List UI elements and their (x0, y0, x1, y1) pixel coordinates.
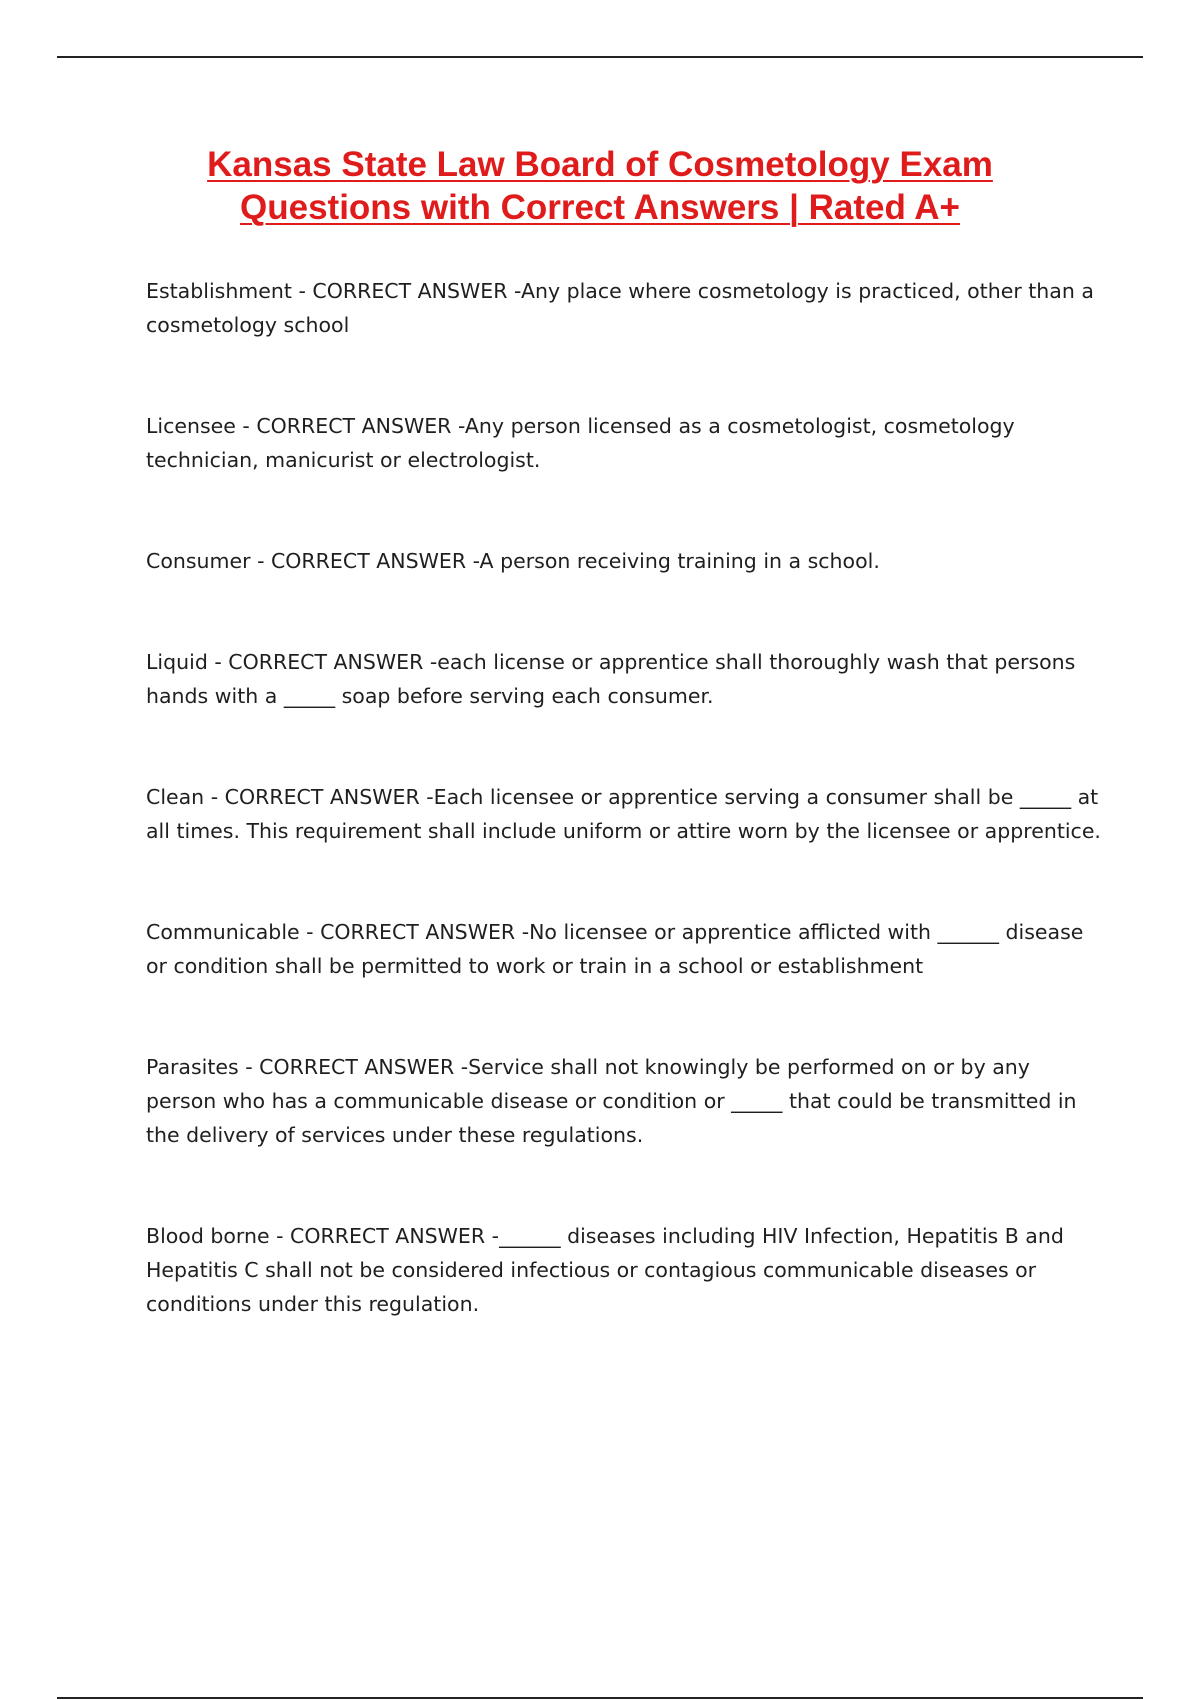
answer: No licensee or apprentice afflicted with ______ disease or condition shall be permitted to work or train in a school or establishment (146, 920, 1084, 978)
bottom-divider (57, 1697, 1143, 1699)
answer-marker: CORRECT ANSWER (270, 549, 467, 573)
qa-item-blood-borne: Blood borne - CORRECT ANSWER -______ diseases including HIV Infection, Hepatitis B and Hepatitis C shall not be considered infectious or contagious communicable diseases or conditions under this regulation. (146, 1224, 1064, 1316)
qa-item-establishment: Establishment - CORRECT ANSWER -Any place where cosmetology is practiced, other than a cosmetology school (146, 279, 1094, 337)
term: Establishment (146, 279, 292, 303)
answer-marker: CORRECT ANSWER (224, 785, 420, 809)
title-line-2: Questions with Correct Answers | Rated A+ (240, 188, 960, 227)
term: Blood borne (146, 1224, 270, 1248)
answer-marker: CORRECT ANSWER (228, 650, 424, 674)
qa-item-communicable: Communicable - CORRECT ANSWER -No licensee or apprentice afflicted with ______ disease or condition shall be permitted to work or train in a school or establishment (146, 920, 1084, 978)
answer-marker: CORRECT ANSWER (256, 414, 452, 438)
answer: Any place where cosmetology is practiced, other than a cosmetology school (146, 279, 1094, 337)
term: Parasites (146, 1055, 239, 1079)
answer: Each licensee or apprentice serving a consumer shall be _____ at all times. This requirement shall include uniform or attire worn by the licensee or apprentice. (146, 785, 1101, 843)
answer: A person receiving training in a school. (479, 549, 880, 573)
answer: each license or apprentice shall thoroughly wash that persons hands with a _____ soap before serving each consumer. (146, 650, 1076, 708)
answer-marker: CORRECT ANSWER (290, 1224, 486, 1248)
answer-marker: CORRECT ANSWER (320, 920, 516, 944)
qa-item-consumer: Consumer - CORRECT ANSWER -A person receiving training in a school. (146, 549, 880, 573)
title-line-1: Kansas State Law Board of Cosmetology Exam (207, 145, 993, 184)
document-title (100, 143, 1100, 229)
term: Communicable (146, 920, 300, 944)
qa-item-clean: Clean - CORRECT ANSWER -Each licensee or apprentice serving a consumer shall be _____ at all times. This requirement shall include uniform or attire worn by the licensee or apprentice. (146, 785, 1101, 843)
term: Consumer (146, 549, 251, 573)
qa-item-liquid: Liquid - CORRECT ANSWER -each license or apprentice shall thoroughly wash that persons hands with a _____ soap before serving each consumer. (146, 650, 1076, 708)
top-divider (57, 56, 1143, 58)
answer: ______ diseases including HIV Infection, Hepatitis B and Hepatitis C shall not be considered infectious or contagious communicable diseases or conditions under this regulation. (146, 1224, 1064, 1316)
term: Licensee (146, 414, 236, 438)
term: Clean (146, 785, 205, 809)
answer-marker: CORRECT ANSWER (259, 1055, 455, 1079)
qa-item-parasites: Parasites - CORRECT ANSWER -Service shall not knowingly be performed on or by any person who has a communicable disease or condition or _____ that could be transmitted in the delivery of services under these regulations. (146, 1055, 1077, 1147)
qa-item-licensee: Licensee - CORRECT ANSWER -Any person licensed as a cosmetologist, cosmetology technician, manicurist or electrologist. (146, 414, 1015, 472)
qa-list (146, 274, 1106, 1388)
answer: Any person licensed as a cosmetologist, cosmetology technician, manicurist or electrologist. (146, 414, 1015, 472)
answer: Service shall not knowingly be performed on or by any person who has a communicable disease or condition or _____ that could be transmitted in the delivery of services under these regulations. (146, 1055, 1077, 1147)
answer-marker: CORRECT ANSWER (312, 279, 508, 303)
term: Liquid (146, 650, 208, 674)
